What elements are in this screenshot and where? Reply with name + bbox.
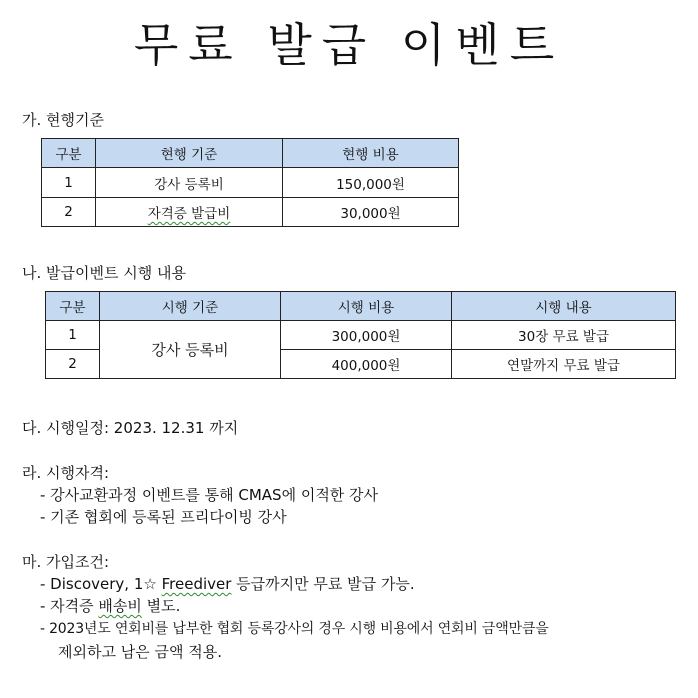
section-a-heading: 가. 현행기준 [22, 111, 104, 129]
table-row [42, 198, 459, 227]
section-d-heading: 라. 시행자격: [22, 464, 110, 482]
cell-criteria: 강사 등록비 [96, 168, 283, 198]
list-item [40, 574, 415, 594]
cell-details: 연말까지 무료 발급 [452, 350, 676, 379]
cell-cost: 400,000원 [281, 350, 452, 379]
underlined-text: 배송비 [98, 597, 142, 615]
col-header-details: 시행 내용 [452, 292, 676, 321]
cell-category: 2 [42, 198, 96, 227]
cell-criteria-merged: 강사 등록비 [100, 321, 281, 379]
item-text: - 자격증 [40, 597, 99, 615]
cell-category: 1 [42, 168, 96, 198]
list-item: - 2023년도 연회비를 납부한 협회 등록강사의 경우 시행 비용에서 연회비 금액만큼을 [40, 621, 549, 637]
cell-cost: 30,000원 [283, 198, 459, 227]
current-criteria-table [41, 138, 459, 227]
list-item [40, 596, 180, 616]
col-header-criteria: 현행 기준 [96, 139, 283, 168]
list-item-continuation: 제외하고 남은 금액 적용. [58, 643, 222, 661]
star-icon: ☆ [143, 575, 157, 593]
section-b-heading: 나. 발급이벤트 시행 내용 [22, 264, 186, 282]
section-c-heading: 다. 시행일정: 2023. 12.31 까지 [22, 419, 239, 437]
page-title: 무료 발급 이벤트 [133, 18, 565, 72]
item-text: 등급까지만 무료 발급 가능. [231, 575, 415, 593]
cell-cost: 300,000원 [281, 321, 452, 350]
col-header-cost: 현행 비용 [283, 139, 459, 168]
cell-category: 2 [46, 350, 100, 379]
list-item: - 강사교환과정 이벤트를 통해 CMAS에 이적한 강사 [40, 486, 379, 504]
col-header-criteria: 시행 기준 [100, 292, 281, 321]
table-row [46, 321, 676, 350]
underlined-text: 자격증 발급비 [147, 206, 231, 222]
col-header-cost: 시행 비용 [281, 292, 452, 321]
list-item: - 기존 협회에 등록된 프리다이빙 강사 [40, 508, 287, 526]
cell-category: 1 [46, 321, 100, 350]
cell-cost: 150,000원 [283, 168, 459, 198]
item-text: - Discovery, 1 [40, 575, 144, 593]
table-row [42, 168, 459, 198]
table-header-row [46, 292, 676, 321]
col-header-category: 구분 [42, 139, 96, 168]
cell-criteria [96, 198, 283, 227]
table-header-row [42, 139, 459, 168]
cell-details: 30장 무료 발급 [452, 321, 676, 350]
section-e-heading: 마. 가입조건: [22, 553, 110, 571]
event-details-table [45, 291, 676, 379]
col-header-category: 구분 [46, 292, 100, 321]
underlined-text: Freediver [161, 575, 232, 593]
item-text: 별도. [141, 597, 181, 615]
